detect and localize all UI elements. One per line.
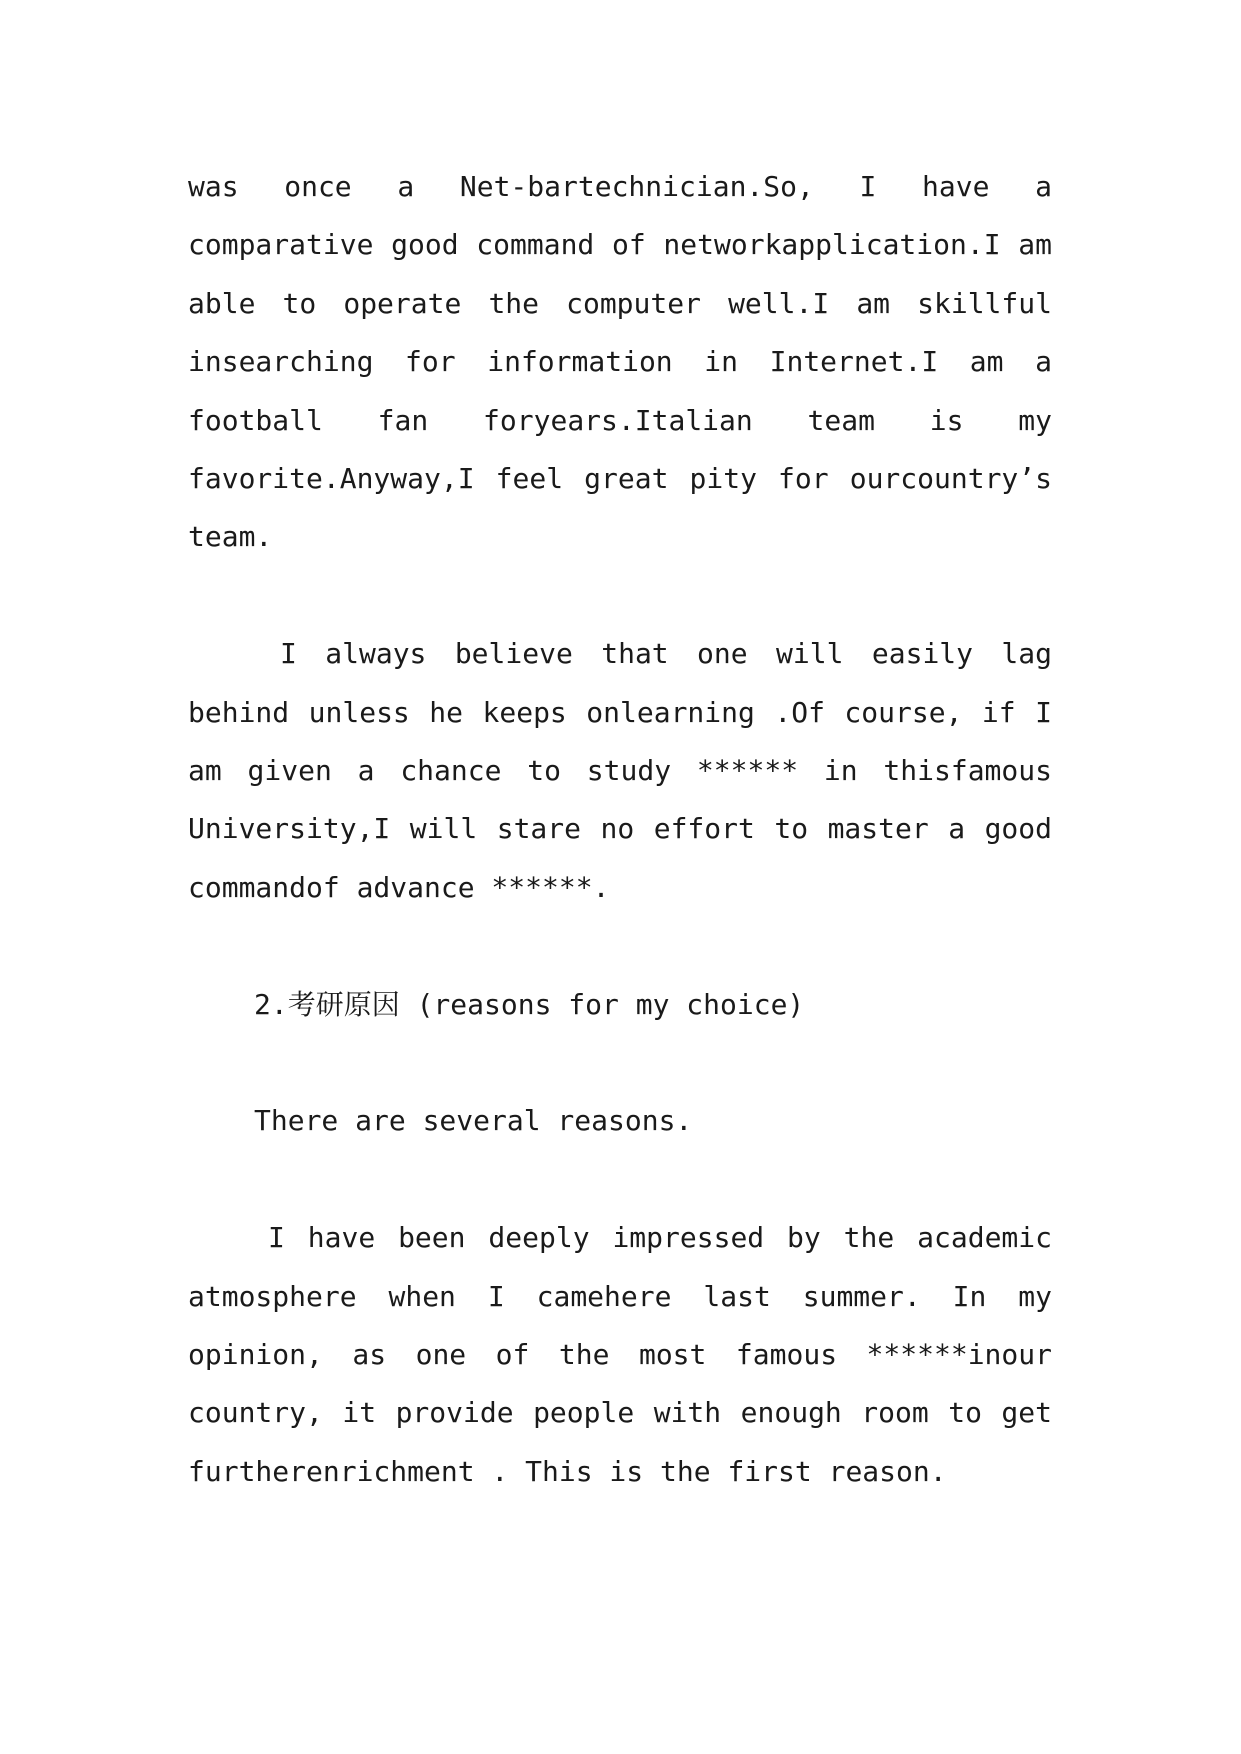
paragraph-first-reason: I have been deeply impressed by the academic atmosphere when I camehere last summer. In my opinion, as one of the most famous ******inour country, it provide people with enough room to get furtherenrichment . This is the first reason.: [188, 1221, 1052, 1488]
document-body: [188, 158, 1052, 1501]
paragraph-intro-reasons: There are several reasons.: [254, 1104, 693, 1138]
paragraph-learning: I always believe that one will easily lag behind unless he keeps onlearning .Of course, if I am given a chance to study ****** in thisfamous University,I will stare no effort to master a good commandof advance ******.: [188, 637, 1052, 904]
paragraph-background: was once a Net-bartechnician.So, I have a comparative good command of networkapplication.I am able to operate the computer well.I am skillful insearching for information in Internet.I am a football fan foryears.Italian team is my favorite.Anyway,I feel great pity for ourcountry’s team.: [188, 170, 1052, 554]
section-heading-reasons: 2.考研原因 (reasons for my choice): [254, 987, 805, 1021]
